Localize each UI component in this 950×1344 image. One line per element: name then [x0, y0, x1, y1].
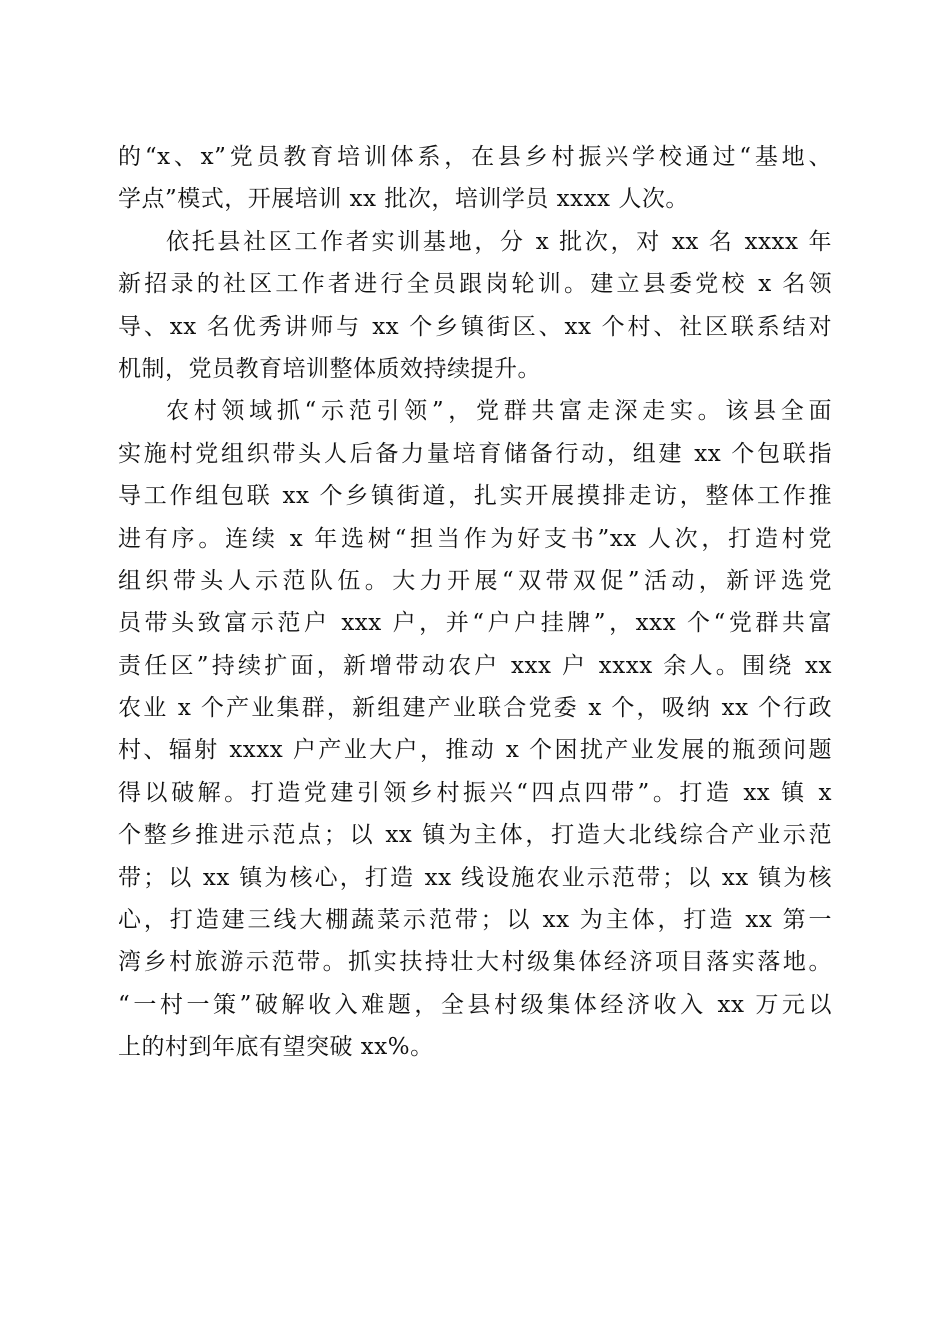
text-line: 导工作组包联 xx 个乡镇街道，扎实开展摸排走访，整体工作推	[118, 483, 832, 510]
text-line: 得以破解。打造党建引领乡村振兴“四点四带”。打造 xx 镇 x	[118, 779, 832, 806]
text-line: 责任区”持续扩面，新增带动农户 xxx 户 xxxx 余人。围绕 xx	[118, 652, 832, 679]
text-line: 进有序。连续 x 年选树“担当作为好支书”xx 人次，打造村党	[118, 525, 832, 552]
text-line: 湾乡村旅游示范带。抓实扶持壮大村级集体经济项目落实落地。	[118, 949, 832, 976]
text-line: 心，打造建三线大棚蔬菜示范带；以 xx 为主体，打造 xx 第一	[118, 907, 832, 934]
text-line: 上的村到年底有望突破 xx%。	[118, 1034, 434, 1061]
paragraph-1	[118, 136, 832, 221]
text-line: 农村领域抓“示范引领”，党群共富走深走实。该县全面	[166, 398, 832, 425]
paragraph-3	[118, 390, 832, 1068]
text-line: 新招录的社区工作者进行全员跟岗轮训。建立县委党校 x 名领	[118, 271, 832, 298]
text-line: 员带头致富示范户 xxx 户，并“户户挂牌”，xxx 个“党群共富	[118, 610, 832, 637]
text-line: 农业 x 个产业集群，新组建产业联合党委 x 个，吸纳 xx 个行政	[118, 695, 832, 722]
text-line: 村、辐射 xxxx 户产业大户，推动 x 个困扰产业发展的瓶颈问题	[118, 737, 832, 764]
text-line: 的“x、x”党员教育培训体系，在县乡村振兴学校通过“基地、	[118, 144, 832, 170]
document-body	[118, 136, 832, 1069]
paragraph-2	[118, 221, 832, 391]
text-line: 组织带头人示范队伍。大力开展“双带双促”活动，新评选党	[118, 567, 832, 594]
text-line: “一村一策”破解收入难题，全县村级集体经济收入 xx 万元以	[118, 991, 832, 1018]
text-line: 学点”模式，开展培训 xx 批次，培训学员 xxxx 人次。	[118, 186, 689, 213]
text-line: 实施村党组织带头人后备力量培育储备行动，组建 xx 个包联指	[118, 440, 832, 467]
text-line: 依托县社区工作者实训基地，分 x 批次，对 xx 名 xxxx 年	[166, 228, 832, 255]
text-line: 个整乡推进示范点；以 xx 镇为主体，打造大北线综合产业示范	[118, 822, 832, 849]
text-line: 机制，党员教育培训整体质效持续提升。	[118, 355, 541, 382]
text-line: 带；以 xx 镇为核心，打造 xx 线设施农业示范带；以 xx 镇为核	[118, 864, 832, 891]
text-line: 导、xx 名优秀讲师与 xx 个乡镇街区、xx 个村、社区联系结对	[118, 313, 832, 340]
